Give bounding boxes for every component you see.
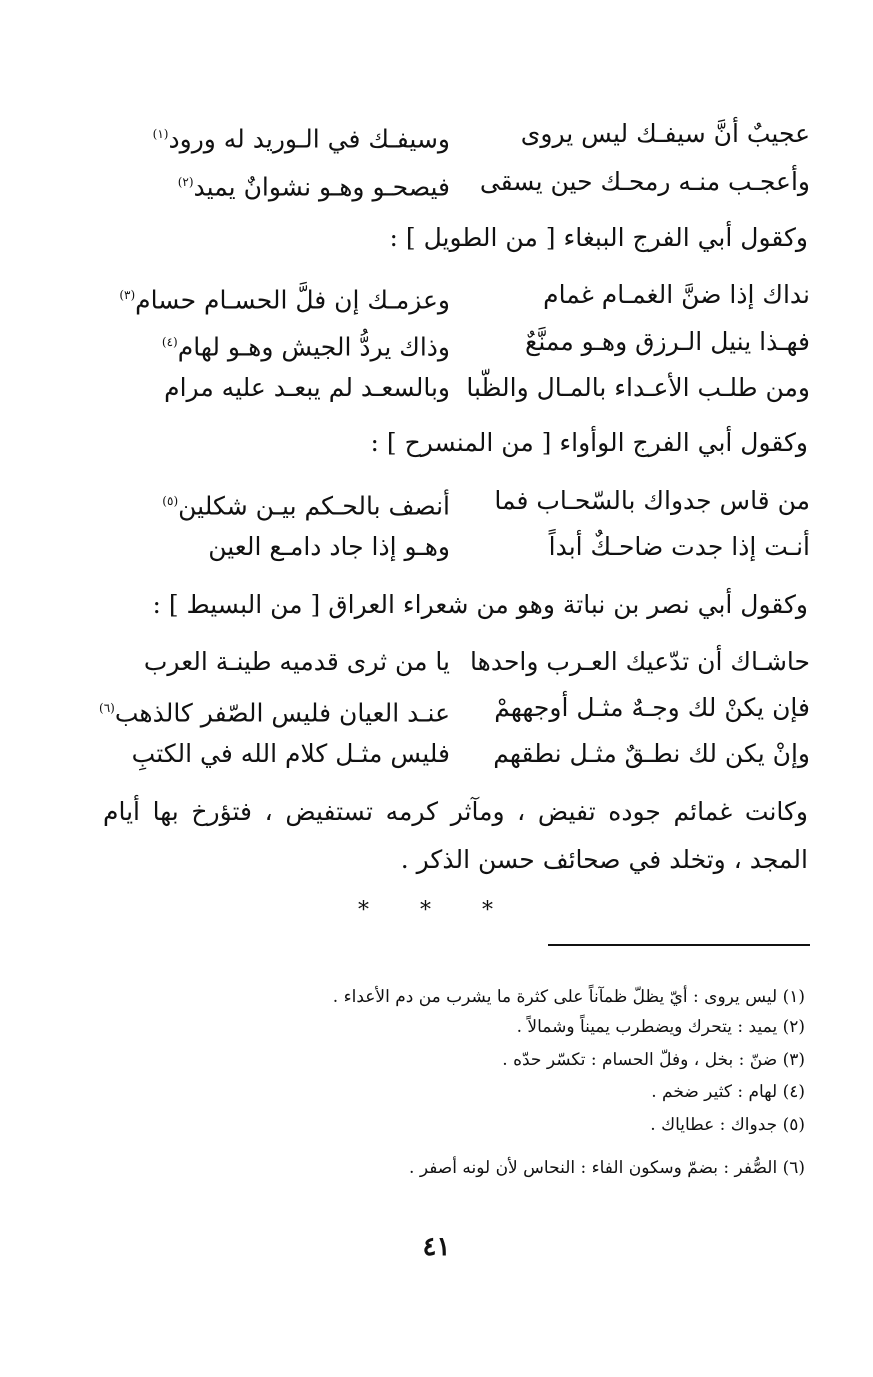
verse-first-hemistich: نداك إذا ضنَّ الغمـام غمام	[543, 280, 810, 309]
verse-second-hemistich	[105, 481, 450, 526]
footnote: (٥) جدواك : عطاياك .	[650, 1115, 805, 1135]
verse-line	[105, 527, 810, 567]
footnote: (٦) الصُّفر : بضمّ وسكون الفاء : النحاس لأن لونه أصفر .	[409, 1158, 805, 1178]
verse-second-hemistich	[105, 162, 450, 207]
verse-text: وبالسعـد لم يبعـد عليه مرام	[164, 373, 450, 402]
verse-first-hemistich: وأعجـب منـه رمحـك حين يسقى	[479, 167, 810, 196]
verse-first-hemistich: من قاس جدواك بالسّحـاب فما	[494, 486, 810, 515]
verse-second-hemistich	[105, 642, 450, 682]
verse-line	[105, 368, 810, 408]
poem-intro: وكقول أبي الفرج الببغاء [ من الطويل ] :	[389, 223, 808, 252]
footnote: (٢) يميد : يتحرك ويضطرب يميناً وشمالاً .	[516, 1017, 805, 1037]
footnote-ref: (٢)	[177, 175, 194, 189]
verse-text: يا من ثرى قدميه طينـة العرب	[143, 647, 450, 676]
footnote-ref: (٥)	[162, 494, 179, 508]
footnote: (٣) ضنّ : بخل ، وفلّ الحسام : تكسّر حدّه .	[502, 1050, 805, 1070]
verse-text: وذاك يردُّ الجيش وهـو لهام	[177, 332, 450, 362]
verse-second-hemistich	[105, 114, 450, 159]
verse-second-hemistich	[105, 275, 450, 320]
verse-first-hemistich: حاشـاك أن تدّعيك العـرب واحدها	[470, 647, 810, 676]
verse-line	[99, 688, 810, 728]
verse-line	[105, 734, 810, 774]
verse-line	[105, 162, 810, 202]
poem-intro: وكقول أبي الفرج الوأواء [ من المنسرح ] :	[370, 428, 808, 457]
footnote-rule	[548, 944, 810, 946]
verse-text: فليس مثـل كلام الله في الكتبِ	[131, 739, 450, 768]
verse-second-hemistich	[105, 368, 450, 408]
verse-text: أنصف بالحـكم بيـن شكلين	[178, 491, 450, 521]
verse-text: عنـد العيان فليس الصّفر كالذهب	[114, 698, 450, 728]
verse-text: وعزمـك إن فلَّ الحسـام حسام	[135, 285, 450, 315]
footnote-ref: (٤)	[161, 335, 178, 349]
footnote: (٤) لهام : كثير ضخم .	[651, 1082, 805, 1102]
verse-text: وسيفـك في الـوريد له ورود	[168, 124, 450, 154]
verse-line	[105, 275, 810, 315]
verse-first-hemistich: فهـذا ينيل الـرزق وهـو ممنَّعٌ	[525, 327, 810, 356]
verse-text: فيصحـو وهـو نشوانٌ يميد	[193, 172, 450, 202]
verse-second-hemistich	[99, 688, 450, 733]
verse-line	[105, 642, 810, 682]
poem-intro: وكقول أبي نصر بن نباتة وهو من شعراء العراق [ من البسيط ] :	[152, 590, 808, 619]
verse-line	[105, 322, 810, 362]
verse-line	[105, 114, 810, 154]
footnote: (١) ليس يروى : أيّ يظلّ ظمآناً على كثرة ما يشرب من دم الأعداء .	[332, 987, 805, 1007]
footnote-ref: (٦)	[99, 701, 115, 715]
verse-text: وهـو إذا جاد دامـع العين	[208, 532, 450, 561]
footnote-ref: (١)	[152, 127, 169, 141]
verse-first-hemistich: عجيبٌ أنَّ سيفـك ليس يروى	[520, 119, 810, 148]
verse-first-hemistich: فإن يكنْ لك وجـهٌ مثـل أوجههمْ	[494, 693, 810, 722]
body-paragraph: وكانت غمائم جوده تفيض ، ومآثر كرمه تستفيض ، فتؤرخ بها أيام المجد ، وتخلد في صحائف حسن الذكر .	[103, 797, 808, 874]
verse-first-hemistich: أنـت إذا جدت ضاحـكٌ أبداً	[548, 532, 810, 561]
section-divider-stars: * * *	[358, 898, 515, 923]
page-number: ٤١	[422, 1232, 451, 1262]
verse-first-hemistich: ومن طلـب الأعـداء بالمـال والظّبا	[466, 373, 810, 402]
footnote-ref: (٣)	[119, 288, 136, 302]
verse-first-hemistich: وإنْ يكن لك نطـقٌ مثـل نطقهم	[493, 739, 810, 768]
verse-second-hemistich	[105, 322, 450, 367]
verse-line	[105, 481, 810, 521]
verse-second-hemistich	[105, 527, 450, 567]
verse-second-hemistich	[105, 734, 450, 774]
